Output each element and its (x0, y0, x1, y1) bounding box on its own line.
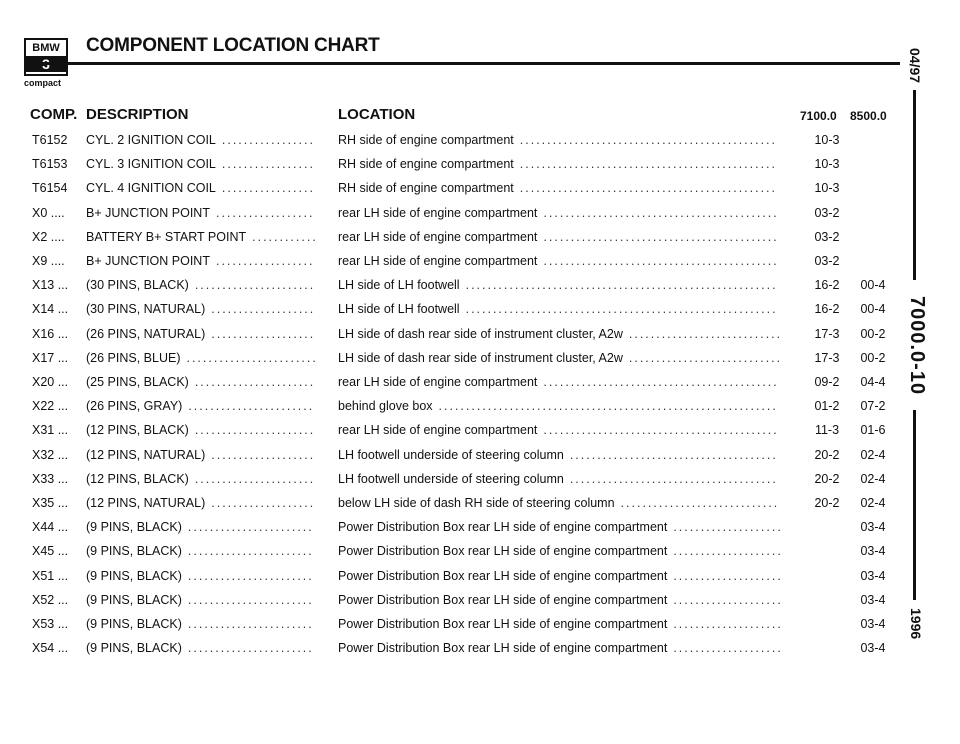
component-location: rear LH side of engine compartment (338, 229, 538, 244)
component-code: X20 ... (32, 375, 69, 389)
table-row (0, 520, 900, 543)
ref-7100: 16-2 (814, 278, 840, 293)
ref-8500: 00-2 (860, 326, 886, 341)
ref-8500: 03-4 (860, 520, 886, 535)
ref-8500: 00-4 (860, 278, 886, 293)
component-code: X45 ... (32, 544, 69, 559)
location-leader-dots: .............................................................. (438, 399, 778, 414)
table-row (0, 375, 900, 398)
component-description: B+ JUNCTION POINT (86, 254, 210, 268)
table-row (0, 230, 900, 253)
ref-8500: 02-4 (860, 447, 886, 462)
component-code: X52 ... (32, 592, 69, 607)
location-leader-dots: ........................................... (543, 423, 779, 438)
header-comp: COMP. (30, 106, 78, 123)
description-leader-dots: ....................... (187, 544, 314, 559)
ref-7100: 20-2 (814, 496, 840, 510)
component-code: X31 ... (32, 423, 69, 438)
ref-8500: 03-4 (860, 568, 886, 583)
component-code: X44 ... (32, 520, 69, 535)
table-row (0, 278, 900, 301)
ref-8500: 02-4 (860, 471, 886, 486)
component-code: X54 ... (32, 641, 69, 656)
description-leader-dots: ................... (211, 496, 316, 510)
component-description: (26 PINS, GRAY) (86, 399, 183, 414)
component-location: Power Distribution Box rear LH side of engine compartment (338, 520, 668, 535)
ref-8500: 00-2 (860, 350, 886, 365)
component-code: X16 ... (32, 326, 69, 341)
location-leader-dots: .................... (673, 544, 783, 559)
component-location: LH side of dash rear side of instrument cluster, A2w (338, 326, 623, 341)
location-leader-dots: ............................................... (519, 157, 778, 172)
description-leader-dots: .................. (215, 205, 315, 220)
ref-7100: 17-3 (814, 326, 840, 341)
description-leader-dots: ................... (211, 302, 316, 317)
ref-8500: 04-4 (860, 375, 886, 389)
header-8500: 8500.0 (850, 109, 887, 123)
location-leader-dots: .................... (673, 592, 783, 607)
description-leader-dots: ....................... (187, 592, 314, 607)
component-description: (12 PINS, NATURAL) (86, 496, 206, 510)
ref-7100: 16-2 (814, 302, 840, 317)
logo-badge (24, 38, 68, 76)
description-leader-dots: ................... (211, 447, 316, 462)
component-description: (26 PINS, NATURAL) (86, 326, 206, 341)
description-leader-dots: ................. (221, 181, 315, 196)
ref-7100: 10-3 (814, 157, 840, 172)
component-description: CYL. 2 IGNITION COIL (86, 133, 216, 147)
header-location: LOCATION (338, 106, 416, 123)
component-description: (30 PINS, BLACK) (86, 278, 189, 293)
location-leader-dots: ...................................... (569, 471, 778, 486)
location-leader-dots: .................... (673, 641, 783, 656)
ref-7100: 03-2 (814, 229, 840, 244)
component-location: Power Distribution Box rear LH side of engine compartment (338, 544, 668, 559)
location-leader-dots: ......................................................... (465, 278, 778, 293)
table-row (0, 254, 900, 277)
component-description: (25 PINS, BLACK) (86, 375, 189, 389)
component-location: rear LH side of engine compartment (338, 205, 538, 220)
component-location: rear LH side of engine compartment (338, 254, 538, 268)
component-description: (12 PINS, NATURAL) (86, 447, 206, 462)
ref-8500: 07-2 (860, 399, 886, 414)
component-location: below LH side of dash RH side of steering column (338, 496, 615, 510)
description-leader-dots: ............ (252, 229, 318, 244)
description-leader-dots: ....................... (188, 399, 315, 414)
table-row (0, 544, 900, 567)
component-location: RH side of engine compartment (338, 133, 514, 147)
component-location: RH side of engine compartment (338, 157, 514, 172)
table-row (0, 641, 900, 664)
ref-7100: 03-2 (814, 205, 840, 220)
side-date: 04/97 (907, 48, 923, 84)
component-location: RH side of engine compartment (338, 181, 514, 196)
description-leader-dots: ........................ (186, 350, 318, 365)
component-code: X53 ... (32, 617, 69, 631)
header-rule (24, 62, 900, 65)
component-description: (9 PINS, BLACK) (86, 544, 182, 559)
component-code: X0 .... (32, 205, 65, 220)
table-row (0, 569, 900, 592)
location-leader-dots: ............................................... (519, 133, 778, 147)
component-code: X22 ... (32, 399, 69, 414)
component-location: Power Distribution Box rear LH side of engine compartment (338, 568, 668, 583)
ref-8500: 03-4 (860, 544, 886, 559)
side-rule-bottom (913, 410, 916, 600)
ref-7100: 17-3 (814, 350, 840, 365)
component-location: behind glove box (338, 399, 433, 414)
side-page-number: 7000.0-10 (906, 296, 928, 396)
description-leader-dots: ................. (221, 157, 315, 172)
ref-8500: 02-4 (860, 496, 886, 510)
location-leader-dots: ............................. (620, 496, 780, 510)
component-description: (12 PINS, BLACK) (86, 471, 189, 486)
component-description: (30 PINS, NATURAL) (86, 302, 206, 317)
component-code: X14 ... (32, 302, 69, 317)
component-location: LH side of LH footwell (338, 278, 460, 293)
ref-7100: 20-2 (814, 471, 840, 486)
location-leader-dots: ............................ (628, 326, 783, 341)
component-location: LH footwell underside of steering column (338, 471, 564, 486)
component-location: LH footwell underside of steering column (338, 447, 564, 462)
table-row (0, 617, 900, 640)
ref-8500: 03-4 (860, 617, 886, 631)
description-leader-dots: ....................... (187, 641, 314, 656)
location-leader-dots: ........................................... (543, 229, 779, 244)
location-leader-dots: ......................................................... (465, 302, 778, 317)
component-location: Power Distribution Box rear LH side of engine compartment (338, 592, 668, 607)
ref-7100: 20-2 (814, 447, 840, 462)
component-code: T6153 (32, 157, 68, 172)
component-code: X32 ... (32, 447, 69, 462)
logo-subtitle: compact (24, 78, 62, 88)
header-7100: 7100.0 (800, 109, 837, 123)
ref-7100: 01-2 (814, 399, 840, 414)
location-leader-dots: ............................................... (519, 181, 778, 196)
ref-7100: 03-2 (814, 254, 840, 268)
component-code: X13 ... (32, 278, 69, 293)
description-leader-dots: ...................... (194, 278, 316, 293)
component-description: CYL. 4 IGNITION COIL (86, 181, 216, 196)
ref-7100: 10-3 (814, 181, 840, 196)
location-leader-dots: .................... (673, 617, 783, 631)
description-leader-dots: ...................... (194, 471, 316, 486)
table-row (0, 181, 900, 204)
ref-8500: 01-6 (860, 423, 886, 438)
description-leader-dots: ................... (211, 326, 316, 341)
location-leader-dots: ...................................... (569, 447, 778, 462)
location-leader-dots: ........................................... (543, 205, 779, 220)
component-description: B+ JUNCTION POINT (86, 205, 210, 220)
page-title: COMPONENT LOCATION CHART (86, 35, 380, 56)
description-leader-dots: .................. (215, 254, 315, 268)
location-leader-dots: .................... (673, 520, 783, 535)
table-row (0, 351, 900, 374)
component-code: T6154 (32, 181, 68, 196)
ref-8500: 03-4 (860, 641, 886, 656)
location-leader-dots: ............................ (628, 350, 783, 365)
header-description: DESCRIPTION (86, 106, 189, 123)
table-row (0, 423, 900, 446)
ref-7100: 09-2 (814, 375, 840, 389)
side-rule-top (913, 90, 916, 280)
description-leader-dots: ....................... (187, 568, 314, 583)
table-row (0, 593, 900, 616)
ref-7100: 11-3 (814, 423, 840, 438)
side-year: 1996 (908, 608, 924, 640)
ref-7100: 10-3 (814, 133, 840, 147)
component-code: X35 ... (32, 496, 69, 510)
component-description: BATTERY B+ START POINT (86, 229, 247, 244)
ref-8500: 03-4 (860, 592, 886, 607)
location-leader-dots: ........................................... (543, 375, 779, 389)
component-code: X33 ... (32, 471, 69, 486)
table-row (0, 496, 900, 519)
description-leader-dots: ....................... (187, 617, 314, 631)
component-location: Power Distribution Box rear LH side of engine compartment (338, 617, 668, 631)
description-leader-dots: ...................... (194, 375, 316, 389)
ref-8500: 00-4 (860, 302, 886, 317)
component-description: (9 PINS, BLACK) (86, 568, 182, 583)
table-row (0, 472, 900, 495)
component-location: LH side of dash rear side of instrument cluster, A2w (338, 350, 623, 365)
component-code: X2 .... (32, 229, 65, 244)
component-code: X51 ... (32, 568, 69, 583)
component-description: (12 PINS, BLACK) (86, 423, 189, 438)
component-description: (9 PINS, BLACK) (86, 641, 182, 656)
component-description: (26 PINS, BLUE) (86, 350, 181, 365)
table-row (0, 327, 900, 350)
location-leader-dots: .................... (673, 568, 783, 583)
component-description: (9 PINS, BLACK) (86, 592, 182, 607)
description-leader-dots: ....................... (187, 520, 314, 535)
component-code: X17 ... (32, 350, 69, 365)
description-leader-dots: ................. (221, 133, 315, 147)
component-description: (9 PINS, BLACK) (86, 520, 182, 535)
table-row (0, 157, 900, 180)
table-row (0, 206, 900, 229)
component-description: CYL. 3 IGNITION COIL (86, 157, 216, 172)
component-location: rear LH side of engine compartment (338, 423, 538, 438)
description-leader-dots: ...................... (194, 423, 316, 438)
component-location: LH side of LH footwell (338, 302, 460, 317)
component-location: rear LH side of engine compartment (338, 375, 538, 389)
location-leader-dots: ........................................... (543, 254, 779, 268)
logo-brand: BMW (26, 40, 66, 58)
table-row (0, 448, 900, 471)
table-row (0, 302, 900, 325)
component-code: T6152 (32, 133, 68, 147)
component-location: Power Distribution Box rear LH side of engine compartment (338, 641, 668, 656)
component-description: (9 PINS, BLACK) (86, 617, 182, 631)
table-row (0, 399, 900, 422)
table-row (0, 133, 900, 156)
component-code: X9 .... (32, 254, 65, 268)
